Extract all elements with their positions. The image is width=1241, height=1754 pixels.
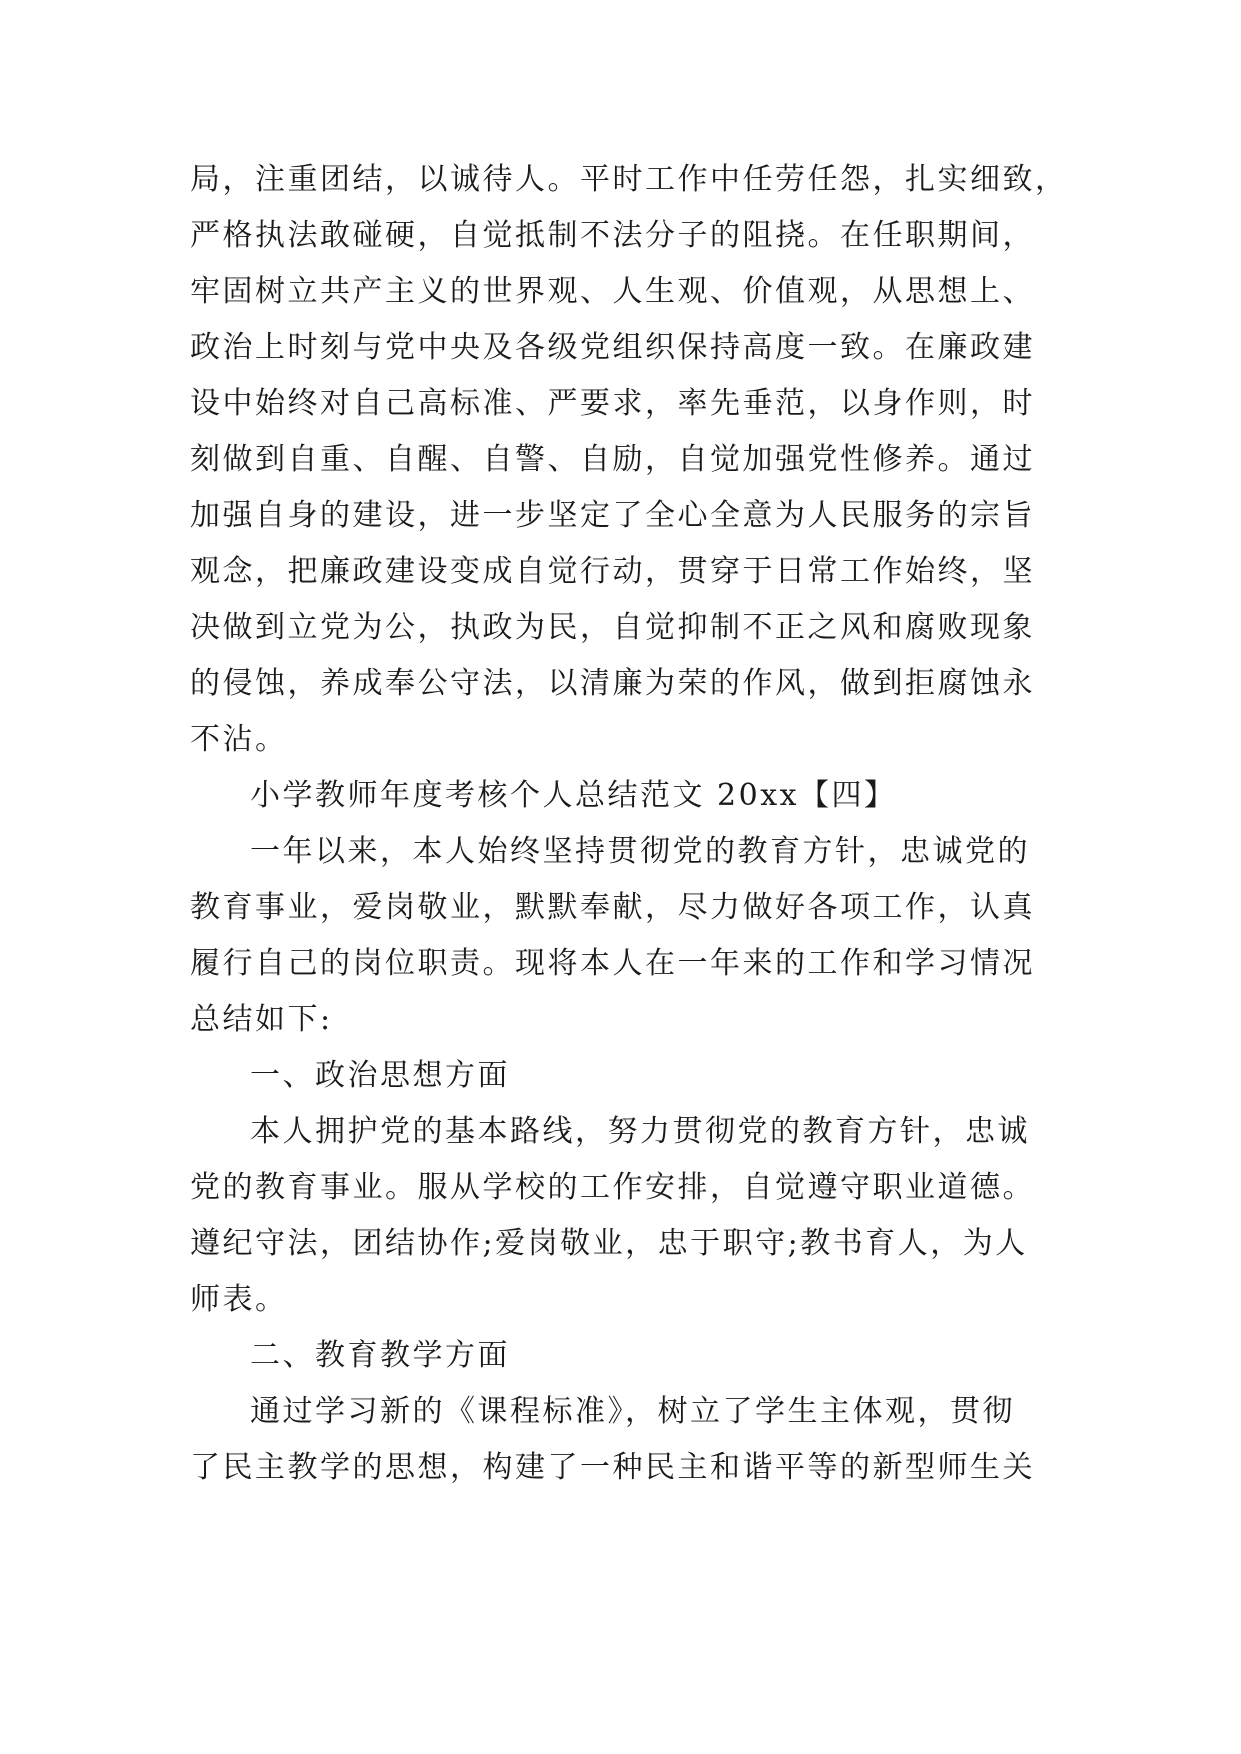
text-line: 牢固树立共产主义的世界观、人生观、价值观，从思想上、 bbox=[190, 274, 1035, 309]
text-line: 不沾。 bbox=[190, 722, 288, 757]
section-heading: 二、教育教学方面 bbox=[250, 1338, 510, 1373]
section-heading: 一、政治思想方面 bbox=[250, 1058, 510, 1093]
text-line: 一年以来，本人始终坚持贯彻党的教育方针，忠诚党的 bbox=[250, 834, 1030, 869]
text-line: 了民主教学的思想，构建了一种民主和谐平等的新型师生关 bbox=[190, 1450, 1035, 1485]
text-line: 严格执法敢碰硬，自觉抵制不法分子的阻挠。在任职期间， bbox=[190, 218, 1035, 253]
text-line: 设中始终对自己高标准、严要求，率先垂范，以身作则，时 bbox=[190, 386, 1035, 421]
text-line: 教育事业，爱岗敬业，默默奉献，尽力做好各项工作，认真 bbox=[190, 890, 1035, 925]
text-line: 党的教育事业。服从学校的工作安排，自觉遵守职业道德。 bbox=[190, 1170, 1035, 1205]
text-line: 总结如下: bbox=[190, 1002, 333, 1037]
text-line: 观念，把廉政建设变成自觉行动，贯穿于日常工作始终，坚 bbox=[190, 554, 1035, 589]
text-line: 刻做到自重、自醒、自警、自励，自觉加强党性修养。通过 bbox=[190, 442, 1035, 477]
text-line: 师表。 bbox=[190, 1282, 288, 1317]
text-line: 遵纪守法，团结协作;爱岗敬业，忠于职守;教书育人，为人 bbox=[190, 1226, 1028, 1261]
text-line: 履行自己的岗位职责。现将本人在一年来的工作和学习情况 bbox=[190, 946, 1035, 981]
section-heading: 小学教师年度考核个人总结范文 20xx【四】 bbox=[250, 778, 897, 813]
text-line: 政治上时刻与党中央及各级党组织保持高度一致。在廉政建 bbox=[190, 330, 1035, 365]
text-line: 加强自身的建设，进一步坚定了全心全意为人民服务的宗旨 bbox=[190, 498, 1035, 533]
text-line: 的侵蚀，养成奉公守法，以清廉为荣的作风，做到拒腐蚀永 bbox=[190, 666, 1035, 701]
text-line: 决做到立党为公，执政为民，自觉抑制不正之风和腐败现象 bbox=[190, 610, 1035, 645]
text-line: 通过学习新的《课程标准》，树立了学生主体观，贯彻 bbox=[250, 1394, 1015, 1429]
text-line: 局，注重团结，以诚待人。平时工作中任劳任怨，扎实细致， bbox=[190, 162, 1068, 197]
text-line: 本人拥护党的基本路线，努力贯彻党的教育方针，忠诚 bbox=[250, 1114, 1030, 1149]
